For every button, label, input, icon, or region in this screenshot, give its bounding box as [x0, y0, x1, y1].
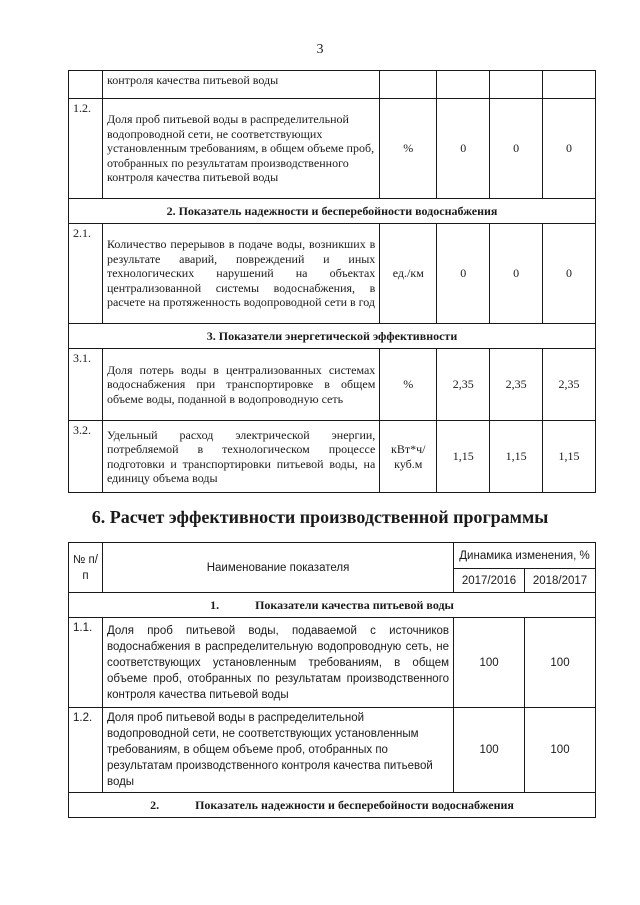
table-row: [69, 349, 596, 421]
table-row: [69, 708, 596, 793]
header-year-col: 2017/2016: [454, 569, 525, 593]
value-cell: 100: [525, 618, 596, 708]
indicator-name: Доля проб питьевой воды в распределительной водопроводной сети, не соответствующих установленным требованиям, в общем объеме проб, отобранных по результатам производственного контроля качества питьевой воды: [102, 708, 453, 793]
section-title: Показатель надежности и бесперебойности водоснабжения: [195, 798, 514, 812]
section-heading: 2. Показатель надежности и бесперебойности водоснабжения: [69, 199, 596, 224]
section-number: 1.: [210, 598, 220, 612]
value-cell: 2,35: [490, 349, 543, 421]
indicator-name: контроля качества питьевой воды: [102, 71, 379, 99]
table-row: [69, 618, 596, 708]
table-row: [69, 224, 596, 324]
table-row: [69, 71, 596, 99]
value-cell: [543, 71, 596, 99]
indicator-name: Доля проб питьевой воды, подаваемой с источников водоснабжения в распределительную водопроводную сеть, не соответствующих установленным требованиям, в общем объеме проб, отобранных по результатам производственного контроля качества питьевой воды: [102, 618, 453, 708]
section-row: [69, 793, 596, 818]
value-cell: 2,35: [543, 349, 596, 421]
section-row: [69, 199, 596, 224]
header-dynamics: Динамика изменения, %: [454, 543, 596, 569]
section-6-title: 6. Расчет эффективности производственной программы: [91, 507, 549, 527]
header-name: Наименование показателя: [102, 543, 453, 593]
row-number: 1.1.: [69, 618, 103, 708]
value-cell: 100: [454, 618, 525, 708]
section-number: 2.: [150, 798, 160, 812]
unit-cell: [380, 71, 437, 99]
table-row: [69, 99, 596, 199]
unit-cell: %: [380, 349, 437, 421]
indicator-name: Количество перерывов в подаче воды, возникших в результате аварий, повреждений и иных технологических нарушений на объектах централизованной системы водоснабжения, в расчете на протяженность водопроводной сети в год: [102, 224, 379, 324]
section-row: [69, 593, 596, 618]
unit-cell: ед./км: [380, 224, 437, 324]
value-cell: 0: [437, 224, 490, 324]
row-number: 2.1.: [69, 224, 103, 324]
value-cell: 100: [525, 708, 596, 793]
value-cell: 0: [543, 224, 596, 324]
value-cell: 1,15: [437, 421, 490, 493]
value-cell: 0: [490, 224, 543, 324]
value-cell: 1,15: [490, 421, 543, 493]
section-heading: 3. Показатели энергетической эффективности: [69, 324, 596, 349]
row-number: 3.2.: [69, 421, 103, 493]
indicator-name: Удельный расход электрической энергии, потребляемой в технологическом процессе подготовки и транспортировки питьевой воды, на единицу объема воды: [102, 421, 379, 493]
header-number: № п/п: [69, 543, 103, 593]
row-number: 1.2.: [69, 708, 103, 793]
efficiency-table: [68, 542, 596, 818]
header-year-col: 2018/2017: [525, 569, 596, 593]
row-number: 3.1.: [69, 349, 103, 421]
value-cell: [490, 71, 543, 99]
section-row: [69, 324, 596, 349]
value-cell: 2,35: [437, 349, 490, 421]
value-cell: 1,15: [543, 421, 596, 493]
page-number: 3: [316, 42, 324, 57]
indicator-name: Доля проб питьевой воды в распределительной водопроводной сети, не соответствующих установленным требованиям, в общем объеме проб, отобранных по результатам производственного контроля качества питьевой воды: [102, 99, 379, 199]
section-heading: [69, 593, 596, 618]
value-cell: 100: [454, 708, 525, 793]
header-row: [69, 543, 596, 569]
table-row: [69, 421, 596, 493]
section-title: Показатели качества питьевой воды: [255, 598, 454, 612]
indicator-name: Доля потерь воды в централизованных системах водоснабжения при транспортировке в общем объеме воды, поданной в водопроводную сеть: [102, 349, 379, 421]
unit-cell: кВт*ч/ куб.м: [380, 421, 437, 493]
row-number: [69, 71, 103, 99]
value-cell: [437, 71, 490, 99]
unit-cell: %: [380, 99, 437, 199]
row-number: 1.2.: [69, 99, 103, 199]
section-heading: [69, 793, 596, 818]
value-cell: 0: [543, 99, 596, 199]
value-cell: 0: [437, 99, 490, 199]
indicators-table: [68, 70, 596, 493]
value-cell: 0: [490, 99, 543, 199]
